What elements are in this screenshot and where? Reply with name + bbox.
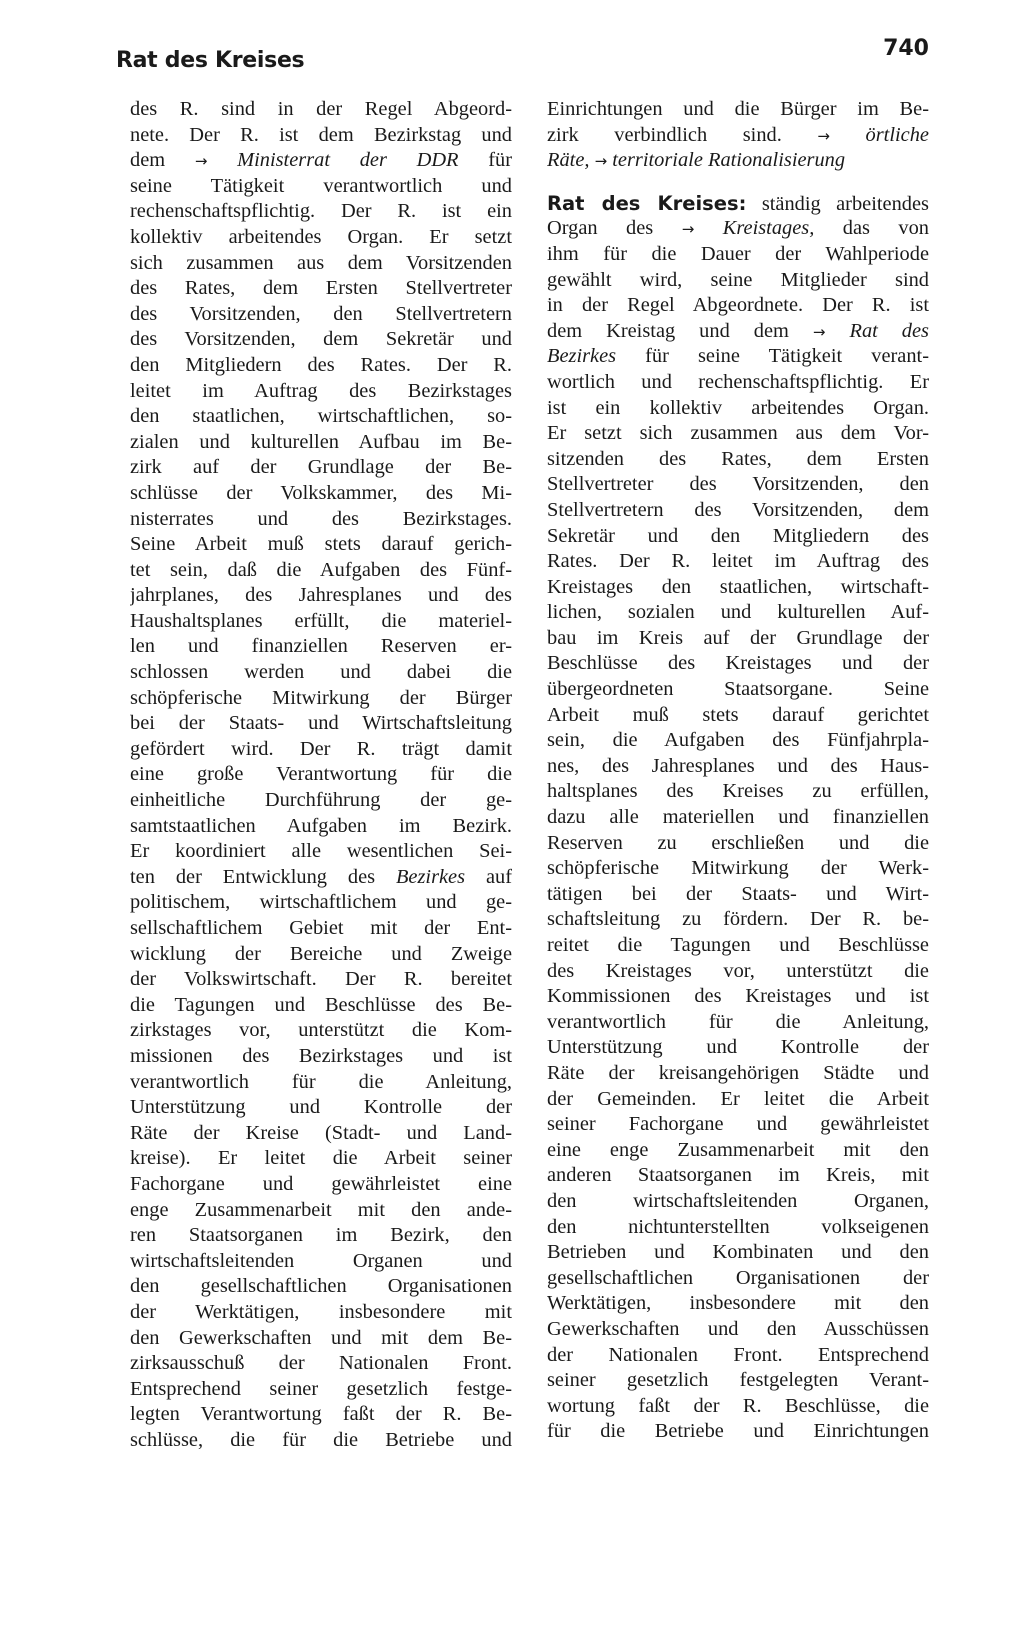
- left-column-line: legten Verantwortung faßt der R. Be-: [130, 1403, 512, 1426]
- right-column-line: seiner Fachorgane und gewährleistet: [547, 1113, 929, 1136]
- left-column-line: der Werktätigen, insbesondere mit: [130, 1300, 512, 1323]
- left-column-line: einheitliche Durchführung der ge-: [130, 789, 512, 812]
- right-column-line: ihm für die Dauer der Wahlperiode: [547, 242, 929, 265]
- left-column-line: zirk auf der Grundlage der Be-: [130, 456, 512, 479]
- right-column-line: den nichtunterstellten volkseigenen: [547, 1215, 929, 1238]
- right-column-line: Bezirkes für seine Tätigkeit verant-: [547, 345, 929, 368]
- left-column-line: schlüsse der Volkskammer, des Mi-: [130, 481, 512, 504]
- left-column-line: Unterstützung und Kontrolle der: [130, 1096, 512, 1119]
- left-column-line: samtstaatlichen Aufgaben im Bezirk.: [130, 814, 512, 837]
- right-column-line: Er setzt sich zusammen aus dem Vor-: [547, 422, 929, 445]
- right-column-line: Arbeit muß stets darauf gerichtet: [547, 703, 929, 726]
- left-column-line: schöpferische Mitwirkung der Bürger: [130, 686, 512, 709]
- cross-reference-arrow-icon: →: [681, 220, 695, 239]
- left-column-line: Haushaltsplanes erfüllt, die materiel-: [130, 609, 512, 632]
- right-column-line: haltsplanes des Kreises zu erfüllen,: [547, 780, 929, 803]
- left-column-line: schlossen werden und dabei die: [130, 661, 512, 684]
- page-header: [0, 36, 1024, 86]
- left-column-line: tet sein, daß die Aufgaben des Fünf-: [130, 558, 512, 581]
- page-number: 740: [883, 36, 929, 61]
- left-column-line: nisterrates und des Bezirkstages.: [130, 507, 512, 530]
- left-column-line: den Gewerkschaften und mit dem Be-: [130, 1326, 512, 1349]
- right-column-line: den wirtschaftsleitenden Organen,: [547, 1189, 929, 1212]
- right-column-line: Sekretär und den Mitgliedern des: [547, 524, 929, 547]
- left-column-line: ren Staatsorganen im Bezirk, den: [130, 1224, 512, 1247]
- right-column-line: Rates. Der R. leitet im Auftrag des: [547, 550, 929, 573]
- right-column-line: ist ein kollektiv arbeitendes Organ.: [547, 396, 929, 419]
- left-column-line: politischem, wirtschaftlichem und ge-: [130, 891, 512, 914]
- left-column-line: Räte der Kreise (Stadt- und Land-: [130, 1121, 512, 1144]
- left-column-line: zirkstages vor, unterstützt die Kom-: [130, 1019, 512, 1042]
- right-column-line: Beschlüsse des Kreistages und der: [547, 652, 929, 675]
- left-column-line: zirksausschuß der Nationalen Front.: [130, 1352, 512, 1375]
- right-column-line: schaftsleitung zu fördern. Der R. be-: [547, 908, 929, 931]
- left-column-line: kreise). Er leitet die Arbeit seiner: [130, 1147, 512, 1170]
- left-column-line: des Vorsitzenden, den Stellvertretern: [130, 302, 512, 325]
- left-column-line: sellschaftlichem Gebiet mit der Ent-: [130, 917, 512, 939]
- right-column-line: nes, des Jahresplanes und des Haus-: [547, 754, 929, 777]
- right-column-line: Gewerkschaften und den Ausschüssen: [547, 1317, 929, 1340]
- right-column-line: sitzenden des Rates, dem Ersten: [547, 447, 929, 470]
- right-column-line: tätigen bei der Staats- und Wirt-: [547, 882, 929, 905]
- right-column-line: Kreistages den staatlichen, wirtschaft-: [547, 575, 929, 598]
- left-column-line: den Mitgliedern des Rates. Der R.: [130, 353, 512, 376]
- left-column-line: seine Tätigkeit verantwortlich und: [130, 174, 512, 197]
- right-column-line: sein, die Aufgaben des Fünfjahrpla-: [547, 729, 929, 752]
- right-column-line: zirk verbindlich sind. → örtliche: [547, 123, 929, 146]
- entry-first-line: [547, 191, 929, 217]
- left-column-line: Entsprechend seiner gesetzlich festge-: [130, 1377, 512, 1400]
- cross-reference-arrow-icon: →: [817, 126, 830, 145]
- right-column-line: Unterstützung und Kontrolle der: [547, 1036, 929, 1059]
- entry-spacer: [547, 174, 929, 191]
- left-column-line: missionen des Bezirkstages und ist: [130, 1044, 512, 1067]
- right-column-line: übergeordneten Staatsorgane. Seine: [547, 678, 929, 701]
- right-column-line: wortung faßt der R. Beschlüsse, die: [547, 1394, 929, 1417]
- right-column-line: bau im Kreis auf der Grundlage der: [547, 626, 929, 649]
- right-column-line: für die Betriebe und Einrichtungen: [547, 1420, 929, 1443]
- left-text-column: [130, 97, 512, 1453]
- right-column-line: dem Kreistag und dem → Rat des: [547, 319, 929, 342]
- left-column-line: sich zusammen aus dem Vorsitzenden: [130, 251, 512, 274]
- previous-entry-continuation: [547, 97, 929, 174]
- running-head: Rat des Kreises: [116, 48, 305, 73]
- right-column-line: Einrichtungen und die Bürger im Be-: [547, 98, 929, 120]
- right-column-line: Räte, → territoriale Rationalisierung: [547, 149, 846, 172]
- right-column-line: eine enge Zusammenarbeit mit den: [547, 1138, 929, 1161]
- right-column-line: lichen, sozialen und kulturellen Auf-: [547, 601, 929, 624]
- left-column-line: zialen und kulturellen Aufbau im Be-: [130, 430, 512, 453]
- right-column-line: der Gemeinden. Er leitet die Arbeit: [547, 1087, 929, 1110]
- left-column-line: jahrplanes, des Jahresplanes und des: [130, 584, 512, 607]
- left-column-line: des R. sind in der Regel Abgeord-: [130, 98, 512, 120]
- left-column-line: eine große Verantwortung für die: [130, 763, 512, 786]
- left-column-line: den staatlichen, wirtschaftlichen, so-: [130, 405, 512, 428]
- entry-headword: Rat des Kreises:: [547, 191, 747, 215]
- right-column-line: Werktätigen, insbesondere mit den: [547, 1292, 929, 1315]
- right-column-line: gewählt wird, seine Mitglieder sind: [547, 268, 929, 291]
- left-column-line: gefördert wird. Der R. trägt damit: [130, 737, 512, 760]
- cross-reference-arrow-icon: →: [194, 152, 208, 171]
- left-column-line: des Vorsitzenden, dem Sekretär und: [130, 328, 512, 351]
- right-column-line: Stellvertreter des Vorsitzenden, den: [547, 473, 929, 496]
- right-column-line: anderen Staatsorganen im Kreis, mit: [547, 1164, 929, 1187]
- right-column-line: der Nationalen Front. Entsprechend: [547, 1343, 929, 1366]
- left-column-line: len und finanziellen Reserven er-: [130, 635, 512, 658]
- left-column-line: Fachorgane und gewährleistet eine: [130, 1172, 512, 1195]
- right-column-line: Kommissionen des Kreistages und ist: [547, 985, 929, 1008]
- left-column-line: Seine Arbeit muß stets darauf gerich-: [130, 533, 512, 556]
- cross-reference-arrow-icon: →: [812, 322, 826, 341]
- right-column-line: seiner gesetzlich festgelegten Verant-: [547, 1369, 929, 1392]
- right-column-line: Räte der kreisangehörigen Städte und: [547, 1061, 929, 1084]
- left-column-line: rechenschaftspflichtig. Der R. ist ein: [130, 200, 512, 223]
- cross-reference-arrow-icon: →: [594, 152, 608, 171]
- left-column-line: die Tagungen und Beschlüsse des Be-: [130, 993, 512, 1016]
- left-column-line: nete. Der R. ist dem Bezirkstag und: [130, 123, 512, 146]
- right-column-line: schöpferische Mitwirkung der Werk-: [547, 857, 929, 880]
- left-column-line: leitet im Auftrag des Bezirkstages: [130, 379, 512, 402]
- left-column-line: dem → Ministerrat der DDR für: [130, 149, 512, 172]
- right-column-line: reitet die Tagungen und Beschlüsse: [547, 934, 929, 956]
- entry-first-line-text: ständig arbeitendes: [761, 192, 929, 215]
- right-column-line: Reserven zu erschließen und die: [547, 831, 929, 854]
- right-text-column: [547, 97, 929, 1445]
- left-column-line: schlüsse, die für die Betriebe und: [130, 1428, 512, 1451]
- left-column-line: den gesellschaftlichen Organisationen: [130, 1275, 512, 1298]
- left-column-line: wirtschaftsleitenden Organen und: [130, 1249, 512, 1272]
- right-column-line: in der Regel Abgeordnete. Der R. ist: [547, 294, 929, 317]
- right-column-line: Betrieben und Kombinaten und den: [547, 1241, 929, 1264]
- left-column-line: Er koordiniert alle wesentlichen Sei-: [130, 840, 512, 863]
- left-column-line: enge Zusammenarbeit mit den ande-: [130, 1198, 512, 1221]
- right-column-line: Stellvertretern des Vorsitzenden, dem: [547, 498, 929, 521]
- right-column-line: wortlich und rechenschaftspflichtig. Er: [547, 370, 929, 393]
- left-column-line: kollektiv arbeitendes Organ. Er setzt: [130, 225, 512, 248]
- right-column-line: gesellschaftlichen Organisationen der: [547, 1266, 929, 1289]
- right-column-line: verantwortlich für die Anleitung,: [547, 1010, 929, 1033]
- left-column-line: verantwortlich für die Anleitung,: [130, 1070, 512, 1093]
- right-column-line: dazu alle materiellen und finanziellen: [547, 806, 929, 829]
- left-column-line: bei der Staats- und Wirtschaftsleitung: [130, 712, 512, 735]
- left-column-line: wicklung der Bereiche und Zweige: [130, 942, 512, 965]
- left-column-line: der Volkswirtschaft. Der R. bereitet: [130, 968, 512, 991]
- entry-body: [547, 216, 929, 1445]
- right-column-line: Organ des → Kreistages, das von: [547, 217, 929, 240]
- right-column-line: des Kreistages vor, unterstützt die: [547, 959, 929, 982]
- left-column-line: ten der Entwicklung des Bezirkes auf: [130, 865, 512, 888]
- left-column-line: des Rates, dem Ersten Stellvertreter: [130, 277, 512, 300]
